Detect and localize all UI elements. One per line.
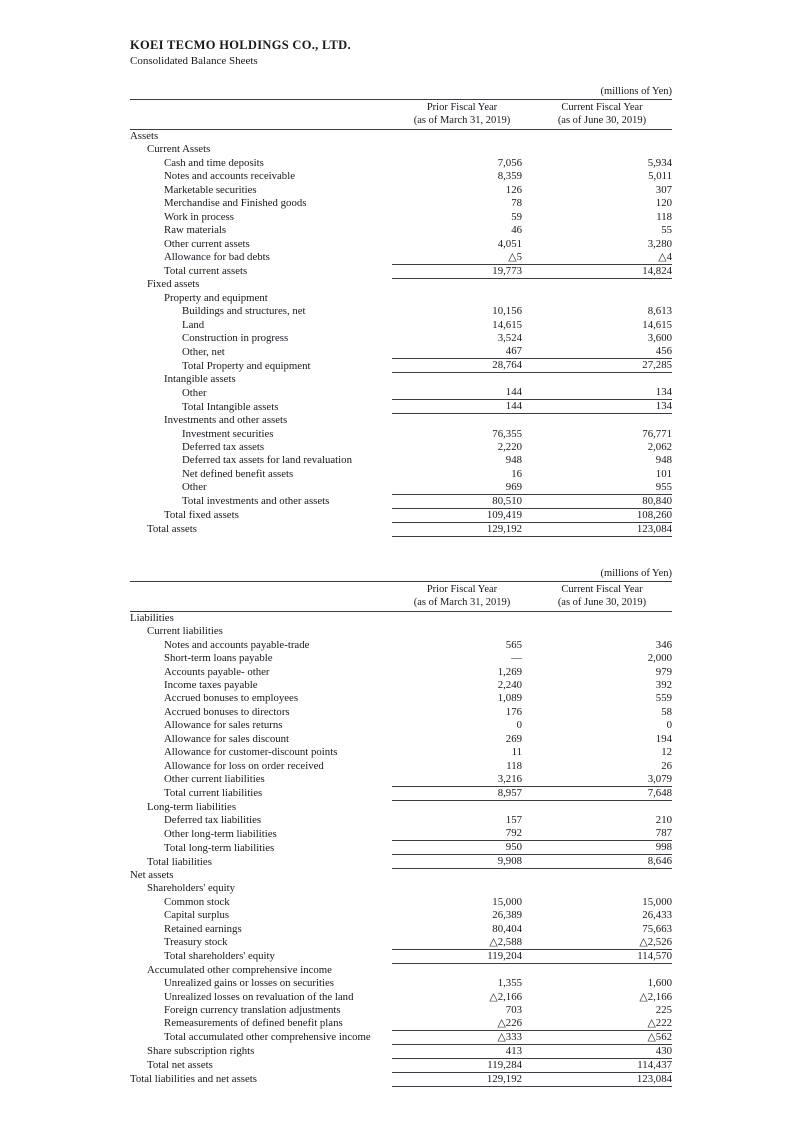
- current-year-value: 2,062: [647, 440, 672, 453]
- prior-year-value: 11: [511, 746, 522, 759]
- company-name: KOEI TECMO HOLDINGS CO., LTD.: [130, 38, 351, 52]
- row-label: Liabilities: [130, 611, 174, 624]
- prior-year-value: 7,056: [497, 156, 522, 169]
- total-row: [130, 522, 672, 536]
- prior-year-value: △2,166: [489, 990, 522, 1003]
- line-item-row: [130, 1004, 672, 1017]
- column-header-row: [130, 100, 672, 130]
- prior-year-value: 1,269: [497, 665, 522, 678]
- line-item-row: [130, 827, 672, 841]
- prior-year-value: 144: [392, 386, 532, 400]
- prior-year-value: 792: [392, 827, 532, 841]
- prior-year-value: 269: [505, 732, 522, 745]
- prior-year-value: 15,000: [492, 895, 522, 908]
- row-label: Allowance for sales returns: [164, 719, 283, 732]
- row-label: Marketable securities: [164, 183, 257, 196]
- row-label: Total investments and other assets: [182, 495, 330, 508]
- row-label: Buildings and structures, net: [182, 305, 306, 318]
- current-year-value: 75,663: [642, 922, 672, 935]
- prior-year-value: [392, 373, 532, 386]
- unit-label: (millions of Yen): [600, 567, 672, 579]
- prior-year-value: 144: [392, 400, 532, 414]
- row-label: Total accumulated other comprehensive income: [164, 1031, 371, 1044]
- prior-year-value: [392, 963, 532, 976]
- prior-year-value: 118: [506, 759, 522, 772]
- prior-year-value: 78: [511, 197, 522, 210]
- row-label: Common stock: [164, 895, 230, 908]
- line-item-row: [130, 895, 672, 908]
- line-item-row: [130, 800, 672, 813]
- unit-label: (millions of Yen): [600, 86, 672, 97]
- current-year-value: 123,084: [532, 522, 672, 536]
- row-label: Foreign currency translation adjustments: [164, 1003, 341, 1016]
- line-item-row: [130, 332, 672, 345]
- current-year-value: 26,433: [642, 909, 672, 922]
- prior-year-value: 59: [511, 210, 522, 223]
- row-label: Accrued bonuses to directors: [164, 705, 290, 718]
- row-label: Net assets: [130, 868, 174, 881]
- current-year-value: [532, 963, 672, 976]
- line-item-row: [130, 481, 672, 495]
- line-item-row: [130, 665, 672, 678]
- row-label: Shareholders' equity: [147, 882, 235, 895]
- prior-year-value: 16: [511, 467, 522, 480]
- line-item-row: [130, 1044, 672, 1058]
- current-year-value: 80,840: [532, 494, 672, 508]
- prior-year-value: 1,355: [497, 977, 522, 990]
- current-year-value: 114,437: [532, 1058, 672, 1072]
- line-item-row: [130, 237, 672, 250]
- current-year-value: 108,260: [532, 508, 672, 522]
- prior-year-value: △226: [392, 1017, 532, 1031]
- current-year-value: 787: [532, 827, 672, 841]
- row-label: Other long-term liabilities: [164, 827, 277, 840]
- line-item-row: [130, 869, 672, 882]
- row-label: Total long-term liabilities: [164, 841, 275, 854]
- row-label: Treasury stock: [164, 936, 228, 949]
- row-label: Other, net: [182, 345, 225, 358]
- prior-year-value: △5: [392, 251, 532, 265]
- line-item-row: [130, 467, 672, 480]
- current-year-date: (as of June 30, 2019): [557, 115, 647, 126]
- current-year-value: [532, 291, 672, 304]
- line-item-row: [130, 936, 672, 950]
- row-label: Other: [182, 481, 207, 494]
- row-label: Assets: [130, 130, 159, 142]
- current-year-value: 15,000: [642, 895, 672, 908]
- row-label: Fixed assets: [147, 278, 200, 291]
- line-item-row: [130, 414, 672, 427]
- prior-year-value: 467: [392, 345, 532, 359]
- line-item-row: [130, 773, 672, 787]
- line-item-row: [130, 386, 672, 400]
- prior-year-value: 129,192: [392, 1072, 532, 1086]
- prior-year-value: [392, 130, 532, 144]
- line-item-row: [130, 746, 672, 759]
- liabilities-net-assets-table: [130, 581, 672, 1087]
- current-year-title: Current Fiscal Year: [561, 102, 643, 113]
- prior-year-value: △333: [392, 1030, 532, 1044]
- total-row: [130, 1058, 672, 1072]
- row-label: Income taxes payable: [164, 679, 258, 691]
- current-year-value: [532, 414, 672, 427]
- prior-year-value: [392, 800, 532, 813]
- prior-year-value: 9,908: [392, 855, 532, 869]
- row-label: Remeasurements of defined benefit plans: [164, 1017, 343, 1030]
- current-year-value: 392: [655, 679, 672, 691]
- prior-year-value: 703: [505, 1003, 522, 1016]
- current-year-value: 210: [655, 814, 672, 826]
- line-item-row: [130, 291, 672, 304]
- line-item-row: [130, 611, 672, 625]
- prior-year-value: 10,156: [492, 305, 522, 318]
- current-year-value: 26: [661, 759, 672, 772]
- prior-year-date: (as of March 31, 2019): [413, 596, 511, 608]
- line-item-row: [130, 909, 672, 922]
- current-year-value: [532, 611, 672, 625]
- row-label: Investment securities: [182, 427, 274, 440]
- row-label: Total fixed assets: [164, 509, 239, 522]
- row-label: Intangible assets: [164, 373, 236, 386]
- prior-year-value: [392, 625, 532, 638]
- row-label: Other current assets: [164, 237, 250, 250]
- line-item-row: [130, 705, 672, 718]
- line-item-row: [130, 692, 672, 705]
- prior-year-value: 8,957: [392, 786, 532, 800]
- row-label: Allowance for customer-discount points: [164, 746, 338, 759]
- current-year-value: 225: [655, 1003, 672, 1016]
- column-header-row: [130, 581, 672, 611]
- row-label: Capital surplus: [164, 909, 230, 922]
- current-year-value: 120: [655, 197, 672, 210]
- current-year-value: 430: [532, 1044, 672, 1058]
- row-label: Total current assets: [164, 265, 248, 277]
- liabilities-net-assets-section: [130, 567, 672, 1087]
- total-row: [130, 508, 672, 522]
- current-fiscal-year-header: [532, 100, 672, 130]
- row-label: Notes and accounts payable-trade: [164, 638, 310, 651]
- header-spacer: [130, 100, 392, 130]
- line-item-row: [130, 251, 672, 265]
- row-label: Other current liabilities: [164, 773, 265, 786]
- prior-year-value: [392, 291, 532, 304]
- line-item-row: [130, 130, 672, 144]
- prior-year-value: 119,204: [392, 949, 532, 963]
- line-item-row: [130, 224, 672, 237]
- total-row: [130, 1030, 672, 1044]
- current-year-value: 123,084: [532, 1072, 672, 1086]
- row-label: Investments and other assets: [164, 414, 288, 427]
- current-year-value: 55: [661, 224, 672, 237]
- prior-year-value: 26,389: [492, 909, 522, 922]
- row-label: Long-term liabilities: [147, 800, 237, 813]
- current-year-value: 0: [666, 719, 672, 732]
- row-label: Total liabilities: [147, 855, 212, 868]
- current-year-value: 5,011: [648, 170, 672, 183]
- current-year-value: [532, 800, 672, 813]
- row-label: Total net assets: [147, 1059, 213, 1072]
- row-label: Retained earnings: [164, 922, 242, 935]
- prior-year-value: 28,764: [392, 359, 532, 373]
- header-spacer: [130, 581, 392, 611]
- prior-year-value: 119,284: [392, 1058, 532, 1072]
- line-item-row: [130, 963, 672, 976]
- current-year-value: 3,079: [532, 773, 672, 787]
- current-year-value: 998: [532, 841, 672, 855]
- row-label: Net defined benefit assets: [182, 467, 294, 480]
- row-label: Work in process: [164, 210, 234, 223]
- prior-year-value: —: [511, 652, 522, 665]
- prior-year-value: 413: [392, 1044, 532, 1058]
- line-item-row: [130, 638, 672, 651]
- current-year-value: 134: [532, 386, 672, 400]
- current-fiscal-year-header: [532, 581, 672, 611]
- row-label: Current Assets: [147, 143, 211, 156]
- total-row: [130, 949, 672, 963]
- total-row: [130, 494, 672, 508]
- current-year-value: [532, 278, 672, 291]
- prior-year-value: 3,524: [497, 332, 522, 345]
- prior-year-value: [392, 869, 532, 882]
- current-year-value: 456: [532, 345, 672, 359]
- line-item-row: [130, 679, 672, 692]
- current-year-value: 114,570: [532, 949, 672, 963]
- prior-year-value: △2,588: [392, 936, 532, 950]
- total-row: [130, 1072, 672, 1086]
- prior-year-value: [392, 611, 532, 625]
- total-row: [130, 359, 672, 373]
- line-item-row: [130, 170, 672, 183]
- line-item-row: [130, 441, 672, 454]
- prior-year-value: 3,216: [392, 773, 532, 787]
- prior-year-value: [392, 278, 532, 291]
- current-year-value: [532, 869, 672, 882]
- line-item-row: [130, 625, 672, 638]
- assets-table-body: [130, 130, 672, 537]
- prior-year-value: [392, 143, 532, 156]
- current-year-value: 118: [656, 210, 672, 223]
- current-year-value: 14,615: [642, 318, 672, 331]
- row-label: Cash and time deposits: [164, 156, 264, 169]
- current-year-value: [532, 882, 672, 895]
- row-label: Unrealized losses on revaluation of the land: [164, 990, 354, 1003]
- current-year-value: 27,285: [532, 359, 672, 373]
- prior-year-value: 46: [511, 224, 522, 237]
- prior-fiscal-year-header: [392, 100, 532, 130]
- current-year-value: [532, 143, 672, 156]
- liabilities-net-assets-table-body: [130, 611, 672, 1086]
- prior-year-value: 129,192: [392, 522, 532, 536]
- row-label: Accumulated other comprehensive income: [147, 963, 332, 976]
- line-item-row: [130, 278, 672, 291]
- row-label: Other: [182, 386, 207, 399]
- line-item-row: [130, 305, 672, 318]
- prior-year-value: 969: [392, 481, 532, 495]
- row-label: Deferred tax assets: [182, 440, 265, 453]
- prior-year-value: 2,220: [497, 440, 522, 453]
- prior-year-value: 109,419: [392, 508, 532, 522]
- current-year-value: 1,600: [647, 977, 672, 990]
- row-label: Accrued bonuses to employees: [164, 692, 299, 705]
- current-year-value: △4: [532, 251, 672, 265]
- current-year-value: 955: [532, 481, 672, 495]
- row-label: Total liabilities and net assets: [130, 1073, 257, 1086]
- row-label: Allowance for loss on order received: [164, 759, 324, 772]
- line-item-row: [130, 210, 672, 223]
- row-label: Notes and accounts receivable: [164, 170, 296, 183]
- row-label: Unrealized gains or losses on securities: [164, 977, 335, 990]
- row-label: Accounts payable- other: [164, 665, 270, 678]
- line-item-row: [130, 719, 672, 732]
- prior-year-value: 948: [505, 454, 522, 467]
- line-item-row: [130, 143, 672, 156]
- prior-year-value: 4,051: [497, 237, 522, 250]
- current-year-value: 3,280: [647, 237, 672, 250]
- prior-year-value: 80,404: [492, 922, 522, 935]
- assets-section: [130, 85, 672, 537]
- current-year-value: 559: [655, 692, 672, 705]
- prior-year-date: (as of March 31, 2019): [413, 115, 511, 126]
- row-label: Total Property and equipment: [182, 359, 311, 372]
- current-year-value: [532, 625, 672, 638]
- line-item-row: [130, 454, 672, 467]
- prior-year-title: Prior Fiscal Year: [426, 583, 498, 595]
- total-row: [130, 400, 672, 414]
- line-item-row: [130, 318, 672, 331]
- current-year-value: 58: [661, 705, 672, 718]
- line-item-row: [130, 652, 672, 665]
- current-year-value: △562: [532, 1030, 672, 1044]
- total-row: [130, 786, 672, 800]
- current-year-value: 346: [655, 638, 672, 651]
- current-year-value: 194: [655, 732, 672, 745]
- prior-year-value: 0: [516, 719, 522, 732]
- current-year-value: 307: [655, 183, 672, 196]
- current-year-value: 14,824: [532, 264, 672, 278]
- line-item-row: [130, 759, 672, 772]
- row-label: Total current liabilities: [164, 787, 263, 800]
- prior-year-value: [392, 882, 532, 895]
- current-year-value: △2,526: [532, 936, 672, 950]
- prior-year-value: [392, 414, 532, 427]
- line-item-row: [130, 922, 672, 935]
- row-label: Allowance for bad debts: [164, 251, 270, 263]
- row-label: Total assets: [147, 523, 197, 536]
- row-label: Deferred tax liabilities: [164, 814, 262, 826]
- prior-year-value: 176: [505, 705, 522, 718]
- current-year-value: 2,000: [647, 652, 672, 665]
- prior-year-value: 950: [392, 841, 532, 855]
- prior-year-value: 19,773: [392, 264, 532, 278]
- current-year-value: 134: [532, 400, 672, 414]
- current-year-title: Current Fiscal Year: [561, 583, 643, 595]
- total-row: [130, 264, 672, 278]
- current-year-value: [532, 373, 672, 386]
- row-label: Land: [182, 318, 205, 331]
- prior-year-value: 2,240: [497, 679, 522, 691]
- current-year-value: [532, 130, 672, 144]
- prior-year-value: 80,510: [392, 494, 532, 508]
- current-year-value: △2,166: [639, 990, 672, 1003]
- line-item-row: [130, 732, 672, 745]
- line-item-row: [130, 183, 672, 196]
- row-label: Allowance for sales discount: [164, 732, 290, 745]
- line-item-row: [130, 197, 672, 210]
- line-item-row: [130, 345, 672, 359]
- prior-year-value: 126: [505, 183, 522, 196]
- row-label: Total Intangible assets: [182, 400, 279, 413]
- line-item-row: [130, 882, 672, 895]
- assets-table: [130, 99, 672, 537]
- current-year-value: 101: [655, 467, 672, 480]
- line-item-row: [130, 373, 672, 386]
- document-title: Consolidated Balance Sheets: [130, 55, 258, 67]
- current-year-value: 3,600: [647, 332, 672, 345]
- current-year-value: △222: [532, 1017, 672, 1031]
- current-year-value: 979: [655, 665, 672, 678]
- prior-year-value: 8,359: [497, 170, 522, 183]
- line-item-row: [130, 990, 672, 1003]
- prior-year-value: 565: [505, 638, 522, 651]
- total-row: [130, 855, 672, 869]
- line-item-row: [130, 814, 672, 827]
- row-label: Construction in progress: [182, 332, 289, 345]
- line-item-row: [130, 427, 672, 440]
- row-label: Short-term loans payable: [164, 652, 273, 665]
- current-year-value: 8,646: [532, 855, 672, 869]
- row-label: Total shareholders' equity: [164, 950, 275, 963]
- row-label: Share subscription rights: [147, 1045, 255, 1058]
- current-year-value: 8,613: [647, 305, 672, 318]
- prior-year-title: Prior Fiscal Year: [426, 102, 498, 113]
- current-year-value: 7,648: [532, 786, 672, 800]
- line-item-row: [130, 1017, 672, 1031]
- prior-fiscal-year-header: [392, 581, 532, 611]
- prior-year-value: 1,089: [497, 692, 522, 705]
- row-label: Current liabilities: [147, 625, 223, 638]
- current-year-value: 5,934: [647, 156, 672, 169]
- total-row: [130, 841, 672, 855]
- current-year-value: 12: [661, 746, 672, 759]
- prior-year-value: 157: [505, 814, 522, 826]
- row-label: Raw materials: [164, 224, 227, 237]
- prior-year-value: 14,615: [492, 318, 522, 331]
- current-year-date: (as of June 30, 2019): [557, 596, 647, 608]
- row-label: Property and equipment: [164, 291, 268, 304]
- row-label: Merchandise and Finished goods: [164, 197, 307, 210]
- line-item-row: [130, 156, 672, 169]
- line-item-row: [130, 977, 672, 990]
- current-year-value: 948: [655, 454, 672, 467]
- row-label: Deferred tax assets for land revaluation: [182, 454, 352, 467]
- prior-year-value: 76,355: [492, 427, 522, 440]
- current-year-value: 76,771: [642, 427, 672, 440]
